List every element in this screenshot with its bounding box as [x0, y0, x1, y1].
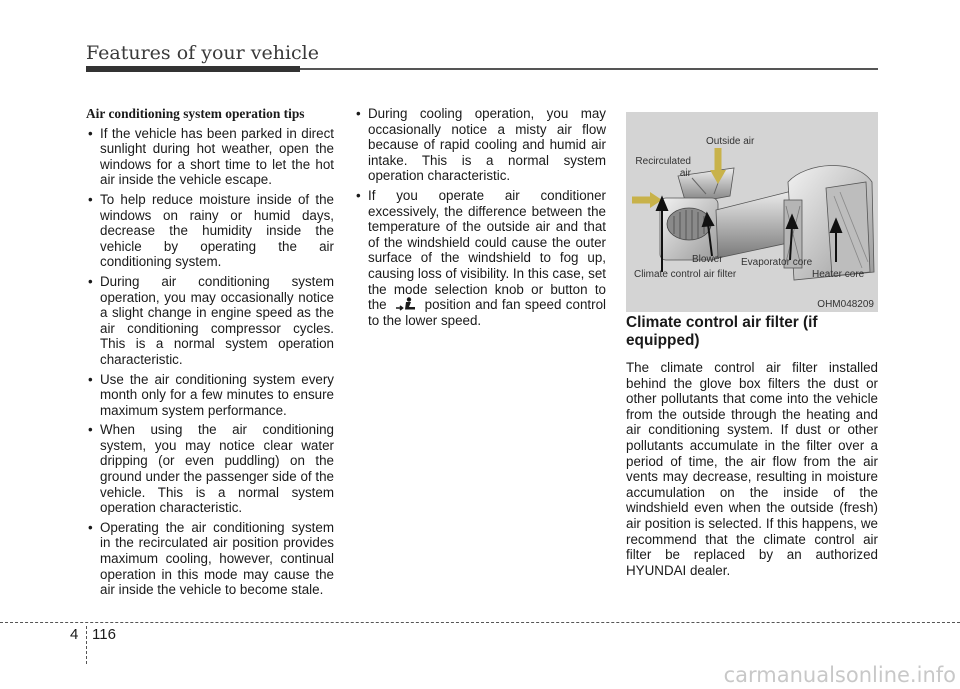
fog-text-after: position and fan speed control to the lower speed. — [368, 297, 606, 328]
footer-divider — [86, 626, 87, 664]
hvac-diagram — [626, 112, 878, 312]
label-outside-air: Outside air — [706, 136, 755, 147]
header-rule-bold — [86, 66, 300, 72]
tips-heading: Air conditioning system operation tips — [86, 106, 305, 121]
label-recirculated-air: Recirculated air — [635, 156, 691, 179]
fog-text-before: If you operate air conditioner excessively, the difference between the temperature of the outside air and that of the windshield could cause the outer surface of the windshield to fog up, causing loss of visibility. In this case, set the mode selection knob or button to the — [368, 187, 606, 313]
tips-list — [86, 126, 334, 598]
label-climate-filter: Climate control air filter — [634, 269, 737, 280]
label-heater-core: Heater core — [812, 269, 865, 280]
footer-rule — [0, 622, 960, 623]
filter-section — [626, 314, 878, 578]
filter-section-title: Climate control air filter (if equipped) — [626, 314, 818, 349]
tip-item: • If the vehicle has been parked in direct sunlight during hot weather, open the windows for a short time to let the hot air inside the vehicle escape. — [86, 126, 334, 188]
watermark: carmanualsonline.info — [723, 663, 956, 687]
left-column — [86, 106, 334, 602]
chapter-number: 4 — [70, 626, 79, 643]
tips-list-continued — [354, 106, 606, 328]
header-rule-thin — [300, 68, 878, 70]
tip-item: • When using the air conditioning system, you may notice clear water dripping (or even puddling) on the ground under the passenger side of the vehicle. This is a normal system operation characteristic. — [86, 422, 334, 516]
page-number: 116 — [92, 626, 116, 643]
tip-item: • Use the air conditioning system every month only for a few minutes to ensure maximum system performance. — [86, 372, 334, 419]
floor-mode-icon — [395, 297, 417, 311]
figure-code: OHM048209 — [817, 299, 874, 310]
page-header-title: Features of your vehicle — [86, 42, 320, 64]
tip-item: • To help reduce moisture inside of the windows on rainy or humid days, decrease the humidity inside the vehicle by operating the air conditioning system. — [86, 192, 334, 270]
tip-item-fog — [354, 188, 606, 328]
filter-section-body: The climate control air filter installed behind the glove box filters the dust or other pollutants that come into the vehicle from the outside through the heating and air conditioning system. If dust or other pollutants accumulate in the filter over a period of time, the air flow from the air vents may decrease, resulting in moisture accumulation on the inside of the windshield even when the outside (fresh) air position is selected. If this happens, we recommend that the climate control air filter be replaced by an authorized HYUNDAI dealer. — [626, 360, 878, 578]
tip-item: • During air conditioning system operation, you may occasionally notice a slight change in engine speed as the air conditioning compressor cycles. This is a normal system operation characteristic. — [86, 274, 334, 368]
label-evaporator-core: Evaporator core — [741, 257, 813, 268]
tip-item: • Operating the air conditioning system in the recirculated air position provides maximum cooling, however, continual operation in this mode may cause the air inside the vehicle to become stale. — [86, 520, 334, 598]
tip-item: • During cooling operation, you may occasionally notice a misty air flow because of rapid cooling and humid air intake. This is a normal system operation characteristic. — [354, 106, 606, 184]
middle-column — [354, 106, 606, 332]
label-blower: Blower — [692, 254, 723, 265]
